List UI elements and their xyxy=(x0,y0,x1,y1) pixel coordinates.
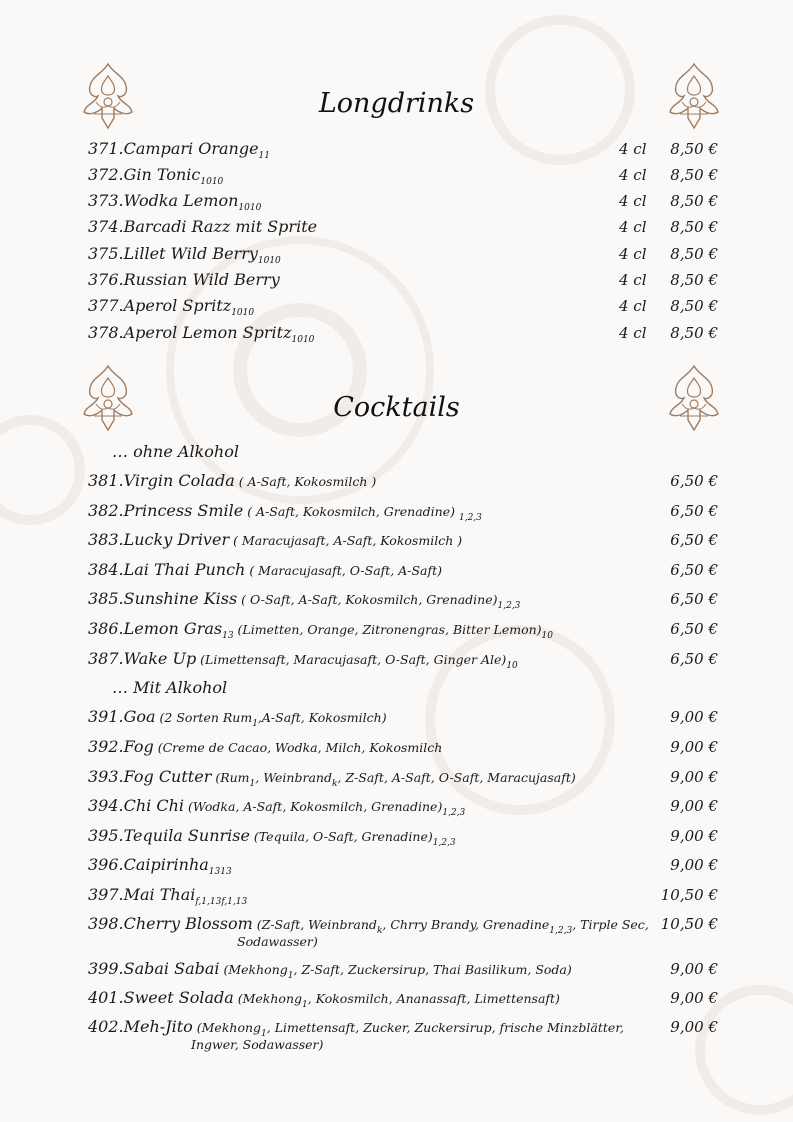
item-number: 375. xyxy=(88,244,124,263)
item-name: Aperol Lemon Spritz xyxy=(123,323,292,342)
item-description: ( Maracujasaft, A-Saft, Kokosmilch ) xyxy=(229,533,463,548)
item-number: 372. xyxy=(88,165,124,184)
item-description: (Mekhong xyxy=(233,991,303,1006)
menu-item xyxy=(88,561,720,580)
item-number: 384. xyxy=(88,560,124,579)
menu-item xyxy=(88,708,720,727)
item-name: Mai Thai xyxy=(123,885,196,904)
item-number: 376. xyxy=(88,270,124,289)
item-price: 10,50 € xyxy=(660,915,718,933)
item-price: 8,50 € xyxy=(670,218,718,236)
item-price: 9,00 € xyxy=(670,708,718,726)
footnote-marker: f,1,13 xyxy=(221,897,248,907)
item-description: ( A-Saft, Kokosmilch ) xyxy=(234,474,377,489)
footnote-marker: 1 xyxy=(261,1029,267,1039)
item-number: 381. xyxy=(88,471,124,490)
subhead-non-alcoholic: … ohne Alkohol xyxy=(112,442,239,461)
footnote-marker: 1,2,3 xyxy=(432,838,456,848)
item-name: Russian Wild Berry xyxy=(123,270,280,289)
menu-item xyxy=(88,472,720,491)
item-number: 377. xyxy=(88,296,124,315)
item-price: 6,50 € xyxy=(670,561,718,579)
item-price: 6,50 € xyxy=(670,590,718,608)
item-name: Campari Orange xyxy=(123,139,259,158)
item-price: 8,50 € xyxy=(670,271,718,289)
item-number: 397. xyxy=(88,885,124,904)
item-number: 396. xyxy=(88,855,124,874)
item-name: Meh-Jito xyxy=(123,1017,193,1036)
item-description: (2 Sorten Rum xyxy=(155,710,253,725)
menu-item xyxy=(88,244,720,266)
footnote-marker: 10 xyxy=(249,203,262,213)
item-number: 395. xyxy=(88,826,124,845)
item-description: , Weinbrand xyxy=(255,770,332,785)
item-name: Lai Thai Punch xyxy=(123,560,246,579)
item-price: 9,00 € xyxy=(670,768,718,786)
footnote-marker: 10 xyxy=(541,631,553,641)
menu-item xyxy=(88,620,720,639)
item-description: ( A-Saft, Kokosmilch, Grenadine) xyxy=(243,504,459,519)
menu-item xyxy=(88,296,720,318)
footnote-marker: 13 xyxy=(208,867,221,877)
item-description: (Rum xyxy=(211,770,250,785)
item-number: 383. xyxy=(88,530,124,549)
footnote-marker: 10 xyxy=(302,335,315,345)
item-number: 399. xyxy=(88,959,124,978)
item-price: 6,50 € xyxy=(670,502,718,520)
item-number: 386. xyxy=(88,619,124,638)
item-description: ( Maracujasaft, O-Saft, A-Saft) xyxy=(245,563,443,578)
item-description: , Chrry Brandy, Grenadine xyxy=(382,917,550,932)
footnote-marker: k xyxy=(376,926,383,936)
item-price: 9,00 € xyxy=(670,989,718,1007)
item-number: 385. xyxy=(88,589,124,608)
item-number: 371. xyxy=(88,139,124,158)
item-volume: 4 cl xyxy=(619,324,647,342)
item-name: Fog Cutter xyxy=(123,767,212,786)
item-description-continued: Ingwer, Sodawasser) xyxy=(191,1037,324,1052)
item-name: Sweet Solada xyxy=(123,988,234,1007)
item-name: Princess Smile xyxy=(123,501,244,520)
item-price: 9,00 € xyxy=(670,856,718,874)
footnote-marker: 1,2,3 xyxy=(497,601,521,611)
item-price: 9,00 € xyxy=(670,827,718,845)
item-price: 8,50 € xyxy=(670,166,718,184)
item-price: 9,00 € xyxy=(670,797,718,815)
item-volume: 4 cl xyxy=(619,166,647,184)
footnote-marker: k xyxy=(331,779,338,789)
item-name: Barcadi Razz mit Sprite xyxy=(123,217,318,236)
item-description: (Creme de Cacao, Wodka, Milch, Kokosmilch xyxy=(153,740,443,755)
item-price: 6,50 € xyxy=(670,650,718,668)
section-title-longdrinks: Longdrinks xyxy=(318,88,475,119)
item-description: (Limetten, Orange, Zitronengras, Bitter Lemon) xyxy=(233,622,542,637)
item-price: 8,50 € xyxy=(670,324,718,342)
item-number: 393. xyxy=(88,767,124,786)
item-name: Gin Tonic xyxy=(123,165,201,184)
item-price: 6,50 € xyxy=(670,472,718,490)
item-name: Goa xyxy=(123,707,156,726)
item-description: , Z-Saft, A-Saft, O-Saft, Maracujasaft) xyxy=(337,770,576,785)
menu-item xyxy=(88,768,720,787)
item-number: 373. xyxy=(88,191,124,210)
menu-item xyxy=(88,827,720,846)
item-description: , Z-Saft, Zuckersirup, Thai Basilikum, Soda) xyxy=(293,962,572,977)
footnote-marker: f,1,13 xyxy=(195,897,222,907)
menu-item xyxy=(88,323,720,345)
menu-item xyxy=(88,1017,720,1052)
item-name: Caipirinha xyxy=(123,855,209,874)
menu-item xyxy=(88,738,720,757)
item-name: Cherry Blossom xyxy=(123,914,253,933)
menu-item xyxy=(88,797,720,816)
item-name: Wake Up xyxy=(123,649,197,668)
item-description: ( O-Saft, A-Saft, Kokosmilch, Grenadine) xyxy=(237,592,498,607)
item-volume: 4 cl xyxy=(619,218,647,236)
item-name: Lillet Wild Berry xyxy=(123,244,258,263)
item-number: 392. xyxy=(88,737,124,756)
menu-item xyxy=(88,502,720,521)
menu-item xyxy=(88,960,720,979)
item-name: Lemon Gras xyxy=(123,619,223,638)
item-name: Tequila Sunrise xyxy=(123,826,250,845)
item-name: Chi Chi xyxy=(123,796,185,815)
footnote-marker: 1,2,3 xyxy=(458,513,482,523)
item-price: 6,50 € xyxy=(670,531,718,549)
footnote-marker: 10 xyxy=(238,203,250,213)
footnote-marker: 10 xyxy=(291,335,303,345)
menu-item xyxy=(88,855,720,877)
footnote-marker: 1 xyxy=(287,971,294,981)
item-price: 8,50 € xyxy=(670,245,718,263)
footnote-marker: 1,2,3 xyxy=(442,808,466,818)
item-name: Fog xyxy=(123,737,154,756)
footnote-marker: 10 xyxy=(231,308,243,318)
menu-item xyxy=(88,165,720,187)
footnote-marker: 10 xyxy=(211,177,224,187)
item-number: 401. xyxy=(88,988,124,1007)
item-name: Lucky Driver xyxy=(123,530,230,549)
subhead-alcoholic: … Mit Alkohol xyxy=(112,678,228,697)
footnote-marker: 10 xyxy=(257,256,270,266)
item-description: (Z-Saft, Weinbrand xyxy=(252,917,377,932)
footnote-marker: 1 xyxy=(249,779,256,789)
menu-item xyxy=(88,650,720,669)
item-name: Wodka Lemon xyxy=(123,191,239,210)
item-description: (Mekhong xyxy=(219,962,288,977)
item-name: Sabai Sabai xyxy=(123,959,220,978)
menu-item xyxy=(88,218,720,236)
item-price: 9,00 € xyxy=(670,1018,718,1036)
footnote-marker: 1 xyxy=(302,1000,308,1010)
item-volume: 4 cl xyxy=(619,271,647,289)
item-price: 10,50 € xyxy=(660,886,718,904)
item-name: Sunshine Kiss xyxy=(123,589,238,608)
footnote-marker: 13 xyxy=(222,631,234,641)
item-description: , Limettensaft, Zucker, Zuckersirup, frische Minzblätter, xyxy=(266,1020,624,1035)
item-description: (Limettensaft, Maracujasaft, O-Saft, Ginger Ale) xyxy=(196,652,507,667)
item-name: Virgin Colada xyxy=(123,471,235,490)
item-price: 8,50 € xyxy=(670,140,718,158)
item-number: 387. xyxy=(88,649,124,668)
menu-item xyxy=(88,191,720,213)
item-description: (Tequila, O-Saft, Grenadine) xyxy=(249,829,433,844)
item-number: 378. xyxy=(88,323,124,342)
footnote-marker: 10 xyxy=(200,177,212,187)
item-description: ,A-Saft, Kokosmilch) xyxy=(257,710,387,725)
footnote-marker: 10 xyxy=(506,661,518,671)
footnote-marker: 1 xyxy=(252,719,258,729)
menu-item xyxy=(88,139,720,161)
menu-item xyxy=(88,590,720,609)
item-description: , Kokosmilch, Ananassaft, Limettensaft) xyxy=(307,991,560,1006)
item-description: (Mekhong xyxy=(192,1020,262,1035)
item-volume: 4 cl xyxy=(619,245,647,263)
section-title-cocktails: Cocktails xyxy=(333,392,460,423)
menu-item xyxy=(88,271,720,289)
footnote-marker: 1 xyxy=(258,151,265,161)
item-price: 8,50 € xyxy=(670,192,718,210)
item-price: 6,50 € xyxy=(670,620,718,638)
item-number: 382. xyxy=(88,501,124,520)
menu-item xyxy=(88,885,720,907)
footnote-marker: 10 xyxy=(269,256,281,266)
footnote-marker: 1,2,3 xyxy=(549,926,573,936)
item-number: 391. xyxy=(88,707,124,726)
item-description-continued: Sodawasser) xyxy=(237,934,318,949)
item-volume: 4 cl xyxy=(619,192,647,210)
item-description: , Tirple Sec, xyxy=(572,917,649,932)
item-number: 394. xyxy=(88,796,124,815)
menu-item xyxy=(88,914,720,949)
footnote-marker: 10 xyxy=(242,308,255,318)
footnote-marker: 13 xyxy=(220,867,232,877)
footnote-marker: 1 xyxy=(264,151,270,161)
item-description: (Wodka, A-Saft, Kokosmilch, Grenadine) xyxy=(184,799,443,814)
item-name: Aperol Spritz xyxy=(123,296,232,315)
menu-item xyxy=(88,989,720,1008)
item-number: 402. xyxy=(88,1017,124,1036)
item-number: 398. xyxy=(88,914,124,933)
item-price: 9,00 € xyxy=(670,960,718,978)
item-volume: 4 cl xyxy=(619,140,647,158)
item-price: 8,50 € xyxy=(670,297,718,315)
item-price: 9,00 € xyxy=(670,738,718,756)
menu-item xyxy=(88,531,720,550)
item-volume: 4 cl xyxy=(619,297,647,315)
item-number: 374. xyxy=(88,217,124,236)
